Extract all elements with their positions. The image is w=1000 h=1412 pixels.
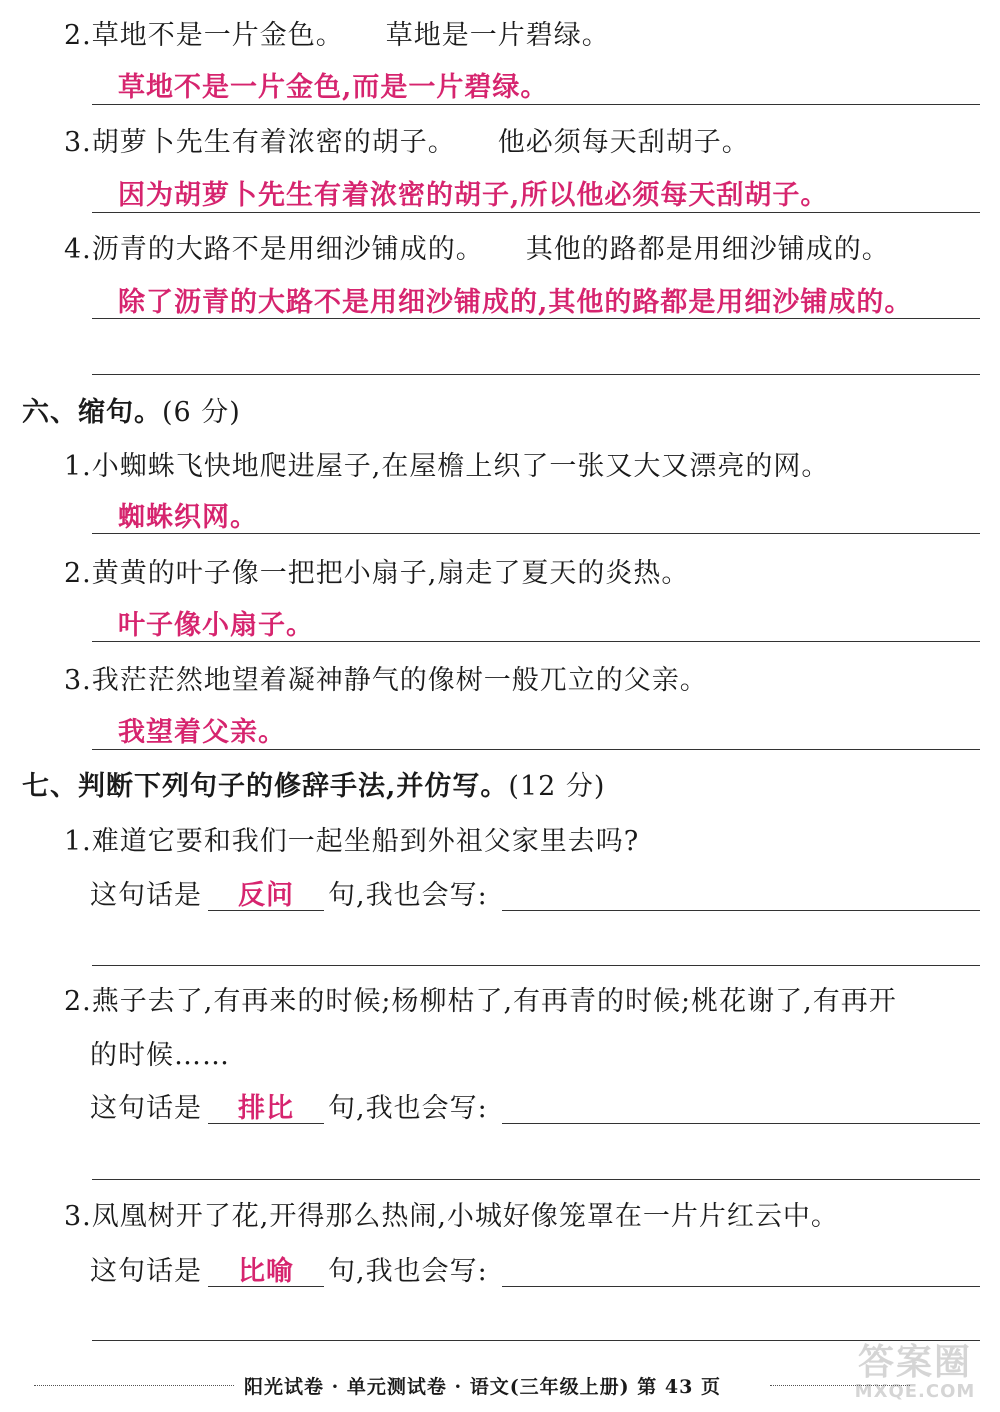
writing-line[interactable] (92, 965, 980, 966)
answer-line (92, 641, 980, 642)
question-7-2: 2.燕子去了,有再来的时候;杨柳枯了,有再青的时候;桃花谢了,有再开 (64, 986, 897, 1017)
writing-line[interactable] (502, 1123, 980, 1124)
answer-line (92, 374, 980, 375)
question-6-1: 1.小蜘蛛飞快地爬进屋子,在屋檐上织了一张又大又漂亮的网。 (64, 451, 830, 482)
fill-row-7-2: 这句话是 排比 句,我也会写: (90, 1093, 980, 1127)
fill-row-7-1: 这句话是 反问 句,我也会写: (90, 880, 980, 914)
section-6-heading: 六、缩句。(6 分) (22, 397, 241, 428)
section-7-heading: 七、判断下列句子的修辞手法,并仿写。(12 分) (22, 771, 606, 802)
footer-text: 阳光试卷 · 单元测试卷 · 语文(三年级上册) 第 43 页 (244, 1376, 721, 1398)
answer-6-2: 叶子像小扇子。 (118, 610, 314, 641)
answer-line (92, 318, 980, 319)
answer-5-3: 因为胡萝卜先生有着浓密的胡子,所以他必须每天刮胡子。 (118, 180, 829, 211)
writing-line[interactable] (92, 1340, 980, 1341)
answer-6-1: 蜘蛛织网。 (118, 502, 258, 533)
footer-dotted-line-left (34, 1385, 234, 1386)
answer-line (92, 212, 980, 213)
answer-blank-7-2[interactable]: 排比 (208, 1093, 324, 1124)
watermark-logo: 答案圈 MXQE.COM (854, 1341, 976, 1402)
writing-line[interactable] (502, 910, 980, 911)
question-5-3: 3.胡萝卜先生有着浓密的胡子。 他必须每天刮胡子。 (64, 127, 750, 158)
question-7-2-continued: 的时候…… (90, 1040, 230, 1071)
answer-6-3: 我望着父亲。 (118, 717, 286, 748)
question-7-3: 3.凤凰树开了花,开得那么热闹,小城好像笼罩在一片片红云中。 (64, 1201, 839, 1232)
writing-line[interactable] (92, 1179, 980, 1180)
writing-line[interactable] (502, 1286, 980, 1287)
answer-blank-7-3[interactable]: 比喻 (208, 1256, 324, 1287)
question-5-4: 4.沥青的大路不是用细沙铺成的。 其他的路都是用细沙铺成的。 (64, 234, 890, 265)
answer-line (92, 749, 980, 750)
answer-line (92, 533, 980, 534)
answer-5-2: 草地不是一片金色,而是一片碧绿。 (118, 72, 549, 103)
fill-row-7-3: 这句话是 比喻 句,我也会写: (90, 1256, 980, 1290)
question-6-2: 2.黄黄的叶子像一把把小扇子,扇走了夏天的炎热。 (64, 558, 690, 589)
question-6-3: 3.我茫茫然地望着凝神静气的像树一般兀立的父亲。 (64, 665, 708, 696)
answer-blank-7-1[interactable]: 反问 (208, 880, 324, 911)
answer-5-4: 除了沥青的大路不是用细沙铺成的,其他的路都是用细沙铺成的。 (118, 287, 913, 318)
question-5-2: 2.草地不是一片金色。 草地是一片碧绿。 (64, 20, 610, 51)
question-7-1: 1.难道它要和我们一起坐船到外祖父家里去吗? (64, 826, 640, 857)
answer-line (92, 104, 980, 105)
